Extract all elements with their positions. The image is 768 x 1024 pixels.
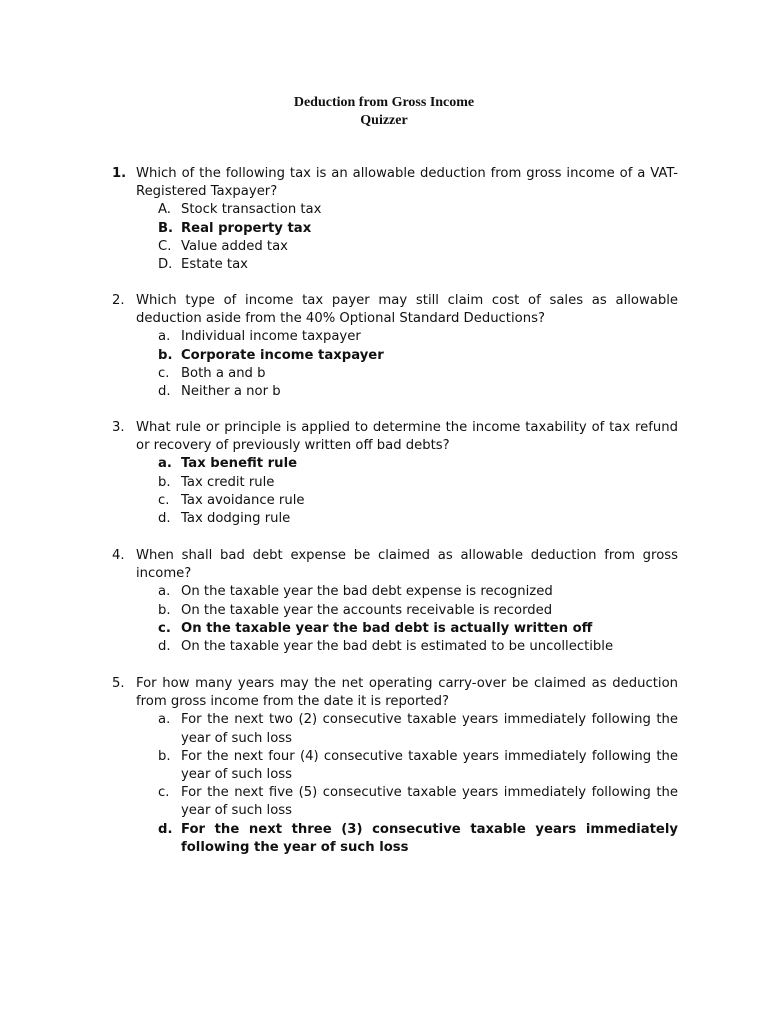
choice-letter: b.	[158, 748, 171, 764]
choice-letter: A.	[158, 202, 171, 218]
question-number: 2.	[112, 293, 125, 308]
question-text: For how many years may the net operating carry-over be claimed as deduction from gross income from the date it is reported?	[136, 676, 678, 710]
choice-list	[112, 583, 678, 656]
choice-a	[112, 711, 678, 747]
choice-text: Corporate income taxpayer	[181, 347, 384, 363]
choice-letter: d.	[158, 511, 171, 527]
choice-text: For the next two (2) consecutive taxable years immediately following the year of such loss	[181, 712, 678, 746]
question-4	[112, 547, 678, 656]
choice-text: On the taxable year the bad debt is estimated to be uncollectible	[181, 639, 614, 655]
choice-letter: c.	[158, 620, 171, 636]
choice-d	[112, 638, 678, 656]
choice-text: On the taxable year the bad debt is actually written off	[181, 620, 593, 636]
question-text: When shall bad debt expense be claimed as allowable deduction from gross income?	[136, 548, 678, 582]
choice-text: Tax avoidance rule	[181, 492, 305, 508]
choice-text: Stock transaction tax	[181, 202, 322, 218]
document-title: Deduction from Gross Income	[293, 95, 475, 110]
choice-a	[112, 583, 678, 601]
choice-b	[112, 474, 678, 492]
choice-c-correct	[112, 620, 678, 638]
question-number: 1.	[112, 166, 127, 181]
choice-text: For the next four (4) consecutive taxable years immediately following the year of such loss	[181, 748, 678, 783]
choice-d	[112, 383, 678, 401]
choice-letter: a.	[158, 712, 171, 728]
choice-c	[112, 492, 678, 510]
choice-letter: b.	[158, 474, 171, 490]
choice-text: Tax credit rule	[181, 474, 275, 490]
question-number: 4.	[112, 548, 125, 563]
choice-a	[112, 201, 678, 219]
choice-b	[112, 748, 678, 784]
choice-c	[112, 238, 678, 256]
choice-text: Neither a nor b	[181, 384, 281, 400]
choice-text: On the taxable year the accounts receivable is recorded	[181, 602, 553, 618]
choice-a	[112, 328, 678, 346]
choice-text: Both a and b	[181, 365, 266, 381]
choice-b-correct	[112, 347, 678, 365]
choice-text: Individual income taxpayer	[181, 329, 361, 345]
choice-letter: d.	[158, 821, 173, 837]
choice-letter: c.	[158, 365, 170, 381]
choice-c	[112, 365, 678, 383]
choice-d-correct	[112, 821, 678, 857]
question-text: Which of the following tax is an allowable deduction from gross income of a VAT-Registered Taxpayer?	[136, 166, 678, 200]
question-2	[112, 292, 678, 401]
question-text: Which type of income tax payer may still claim cost of sales as allowable deduction aside from the 40% Optional Standard Deductions?	[136, 293, 678, 327]
question-1	[112, 165, 678, 274]
choice-list	[112, 455, 678, 528]
choice-d	[112, 256, 678, 274]
choice-letter: a.	[158, 456, 172, 472]
choice-letter: D.	[158, 257, 173, 273]
choice-list	[112, 328, 678, 401]
choice-letter: d.	[158, 639, 171, 655]
choice-text: Tax dodging rule	[181, 511, 291, 527]
question-number: 3.	[112, 420, 125, 435]
choice-letter: c.	[158, 785, 170, 801]
question-text: What rule or principle is applied to determine the income taxability of tax refund or recovery of previously written off bad debts?	[136, 420, 678, 454]
choice-letter: b.	[158, 602, 171, 618]
choice-letter: B.	[158, 220, 174, 236]
choice-letter: d.	[158, 384, 171, 400]
choice-a-correct	[112, 455, 678, 473]
choice-list	[112, 711, 678, 857]
choice-list	[112, 201, 678, 274]
choice-text: Value added tax	[181, 238, 288, 254]
choice-d	[112, 510, 678, 528]
choice-c	[112, 784, 678, 820]
choice-text: For the next three (3) consecutive taxable years immediately following the year of such loss	[181, 821, 678, 855]
choice-letter: a.	[158, 329, 171, 345]
choice-letter: c.	[158, 492, 170, 508]
choice-text: Tax benefit rule	[181, 456, 298, 472]
choice-text: Estate tax	[181, 257, 248, 273]
choice-text: On the taxable year the bad debt expense is recognized	[181, 584, 553, 600]
choice-text: Real property tax	[181, 220, 312, 236]
document-subtitle: Quizzer	[360, 113, 408, 128]
question-3	[112, 419, 678, 528]
choice-letter: b.	[158, 347, 173, 363]
choice-text: For the next five (5) consecutive taxable years immediately following the year of such loss	[181, 785, 678, 819]
question-5	[112, 675, 678, 857]
choice-b	[112, 602, 678, 620]
choice-letter: C.	[158, 238, 172, 254]
choice-letter: a.	[158, 584, 171, 600]
choice-b-correct	[112, 220, 678, 238]
question-number: 5.	[112, 676, 125, 691]
